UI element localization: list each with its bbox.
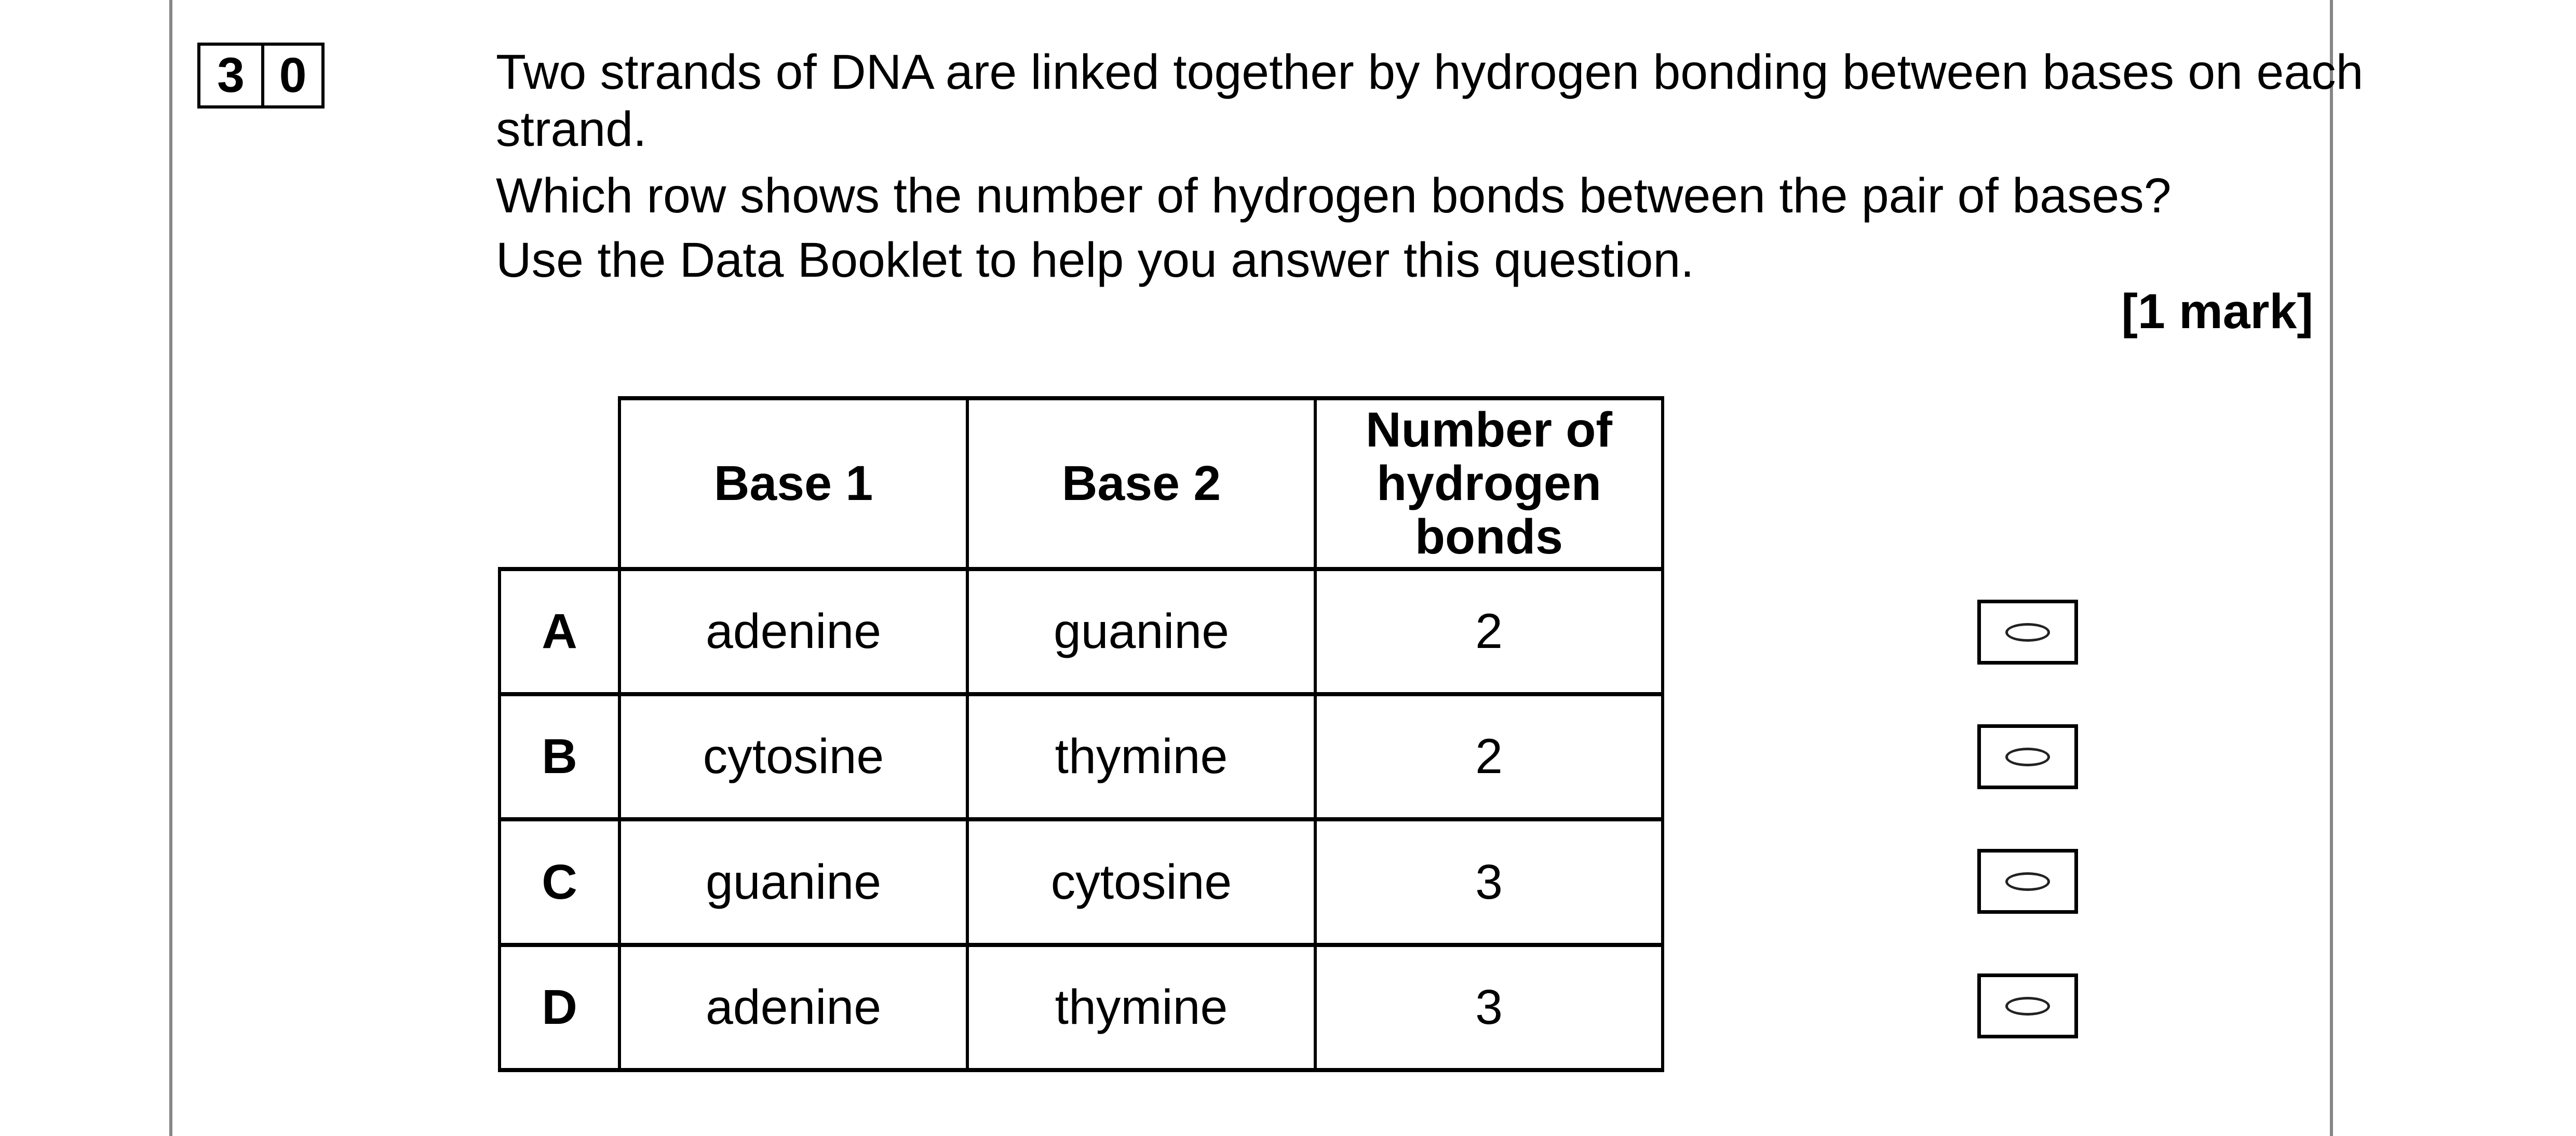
lozenge-oval-b [2005, 748, 2050, 766]
row-a-base2: guanine [1053, 604, 1230, 659]
marks-label: [1 mark] [2121, 284, 2313, 339]
question-text [496, 44, 2364, 289]
row-b-base2: thymine [1055, 729, 1228, 784]
row-label-d: D [542, 980, 577, 1035]
table-header-bonds [1317, 400, 1661, 567]
answer-lozenge-b[interactable] [1977, 724, 2078, 789]
lozenge-oval-a [2005, 623, 2050, 642]
row-b-bonds: 2 [1475, 729, 1503, 784]
row-label-b: B [542, 729, 577, 784]
lozenge-oval-d [2005, 997, 2050, 1016]
row-label-c: C [542, 854, 577, 910]
question-number-digit-2: 0 [261, 46, 321, 105]
row-c-bonds: 3 [1475, 854, 1503, 910]
table-header-top-border [618, 396, 1664, 400]
answer-lozenge-a[interactable] [1977, 600, 2078, 665]
table-header-bottom-border [498, 567, 1664, 571]
row-c-base1: guanine [705, 854, 882, 910]
question-number-box [197, 43, 325, 109]
table-right-border [1661, 396, 1664, 1072]
answer-lozenge-d[interactable] [1977, 973, 2078, 1038]
table-row-divider-1 [498, 692, 1664, 696]
question-line-3: Which row shows the number of hydrogen bonds between the pair of bases? [496, 168, 2172, 223]
question-line-1: Two strands of DNA are linked together by hydrogen bonding between bases on each [496, 45, 2364, 100]
table-header-base1: Base 1 [713, 456, 873, 511]
answer-lozenge-c[interactable] [1977, 849, 2078, 914]
row-a-base1: adenine [705, 604, 882, 659]
row-d-base2: thymine [1055, 980, 1228, 1035]
row-c-base2: cytosine [1050, 854, 1232, 910]
table-bottom-border [498, 1068, 1664, 1072]
lozenge-oval-c [2005, 872, 2050, 891]
question-line-2: strand. [496, 102, 647, 157]
table-row-divider-2 [498, 817, 1664, 821]
left-margin-rule [169, 0, 172, 1136]
question-line-4: Use the Data Booklet to help you answer this question. [496, 233, 1694, 288]
row-label-a: A [542, 604, 577, 659]
row-d-bonds: 3 [1475, 980, 1503, 1035]
question-number-digit-1: 3 [217, 48, 245, 103]
table-row-divider-3 [498, 943, 1664, 947]
table-header-base2: Base 2 [1061, 456, 1221, 511]
table-header-bonds-text: Number of hydrogen bonds [1366, 402, 1612, 564]
row-b-base1: cytosine [703, 729, 884, 784]
row-a-bonds: 2 [1475, 604, 1503, 659]
row-d-base1: adenine [705, 980, 882, 1035]
